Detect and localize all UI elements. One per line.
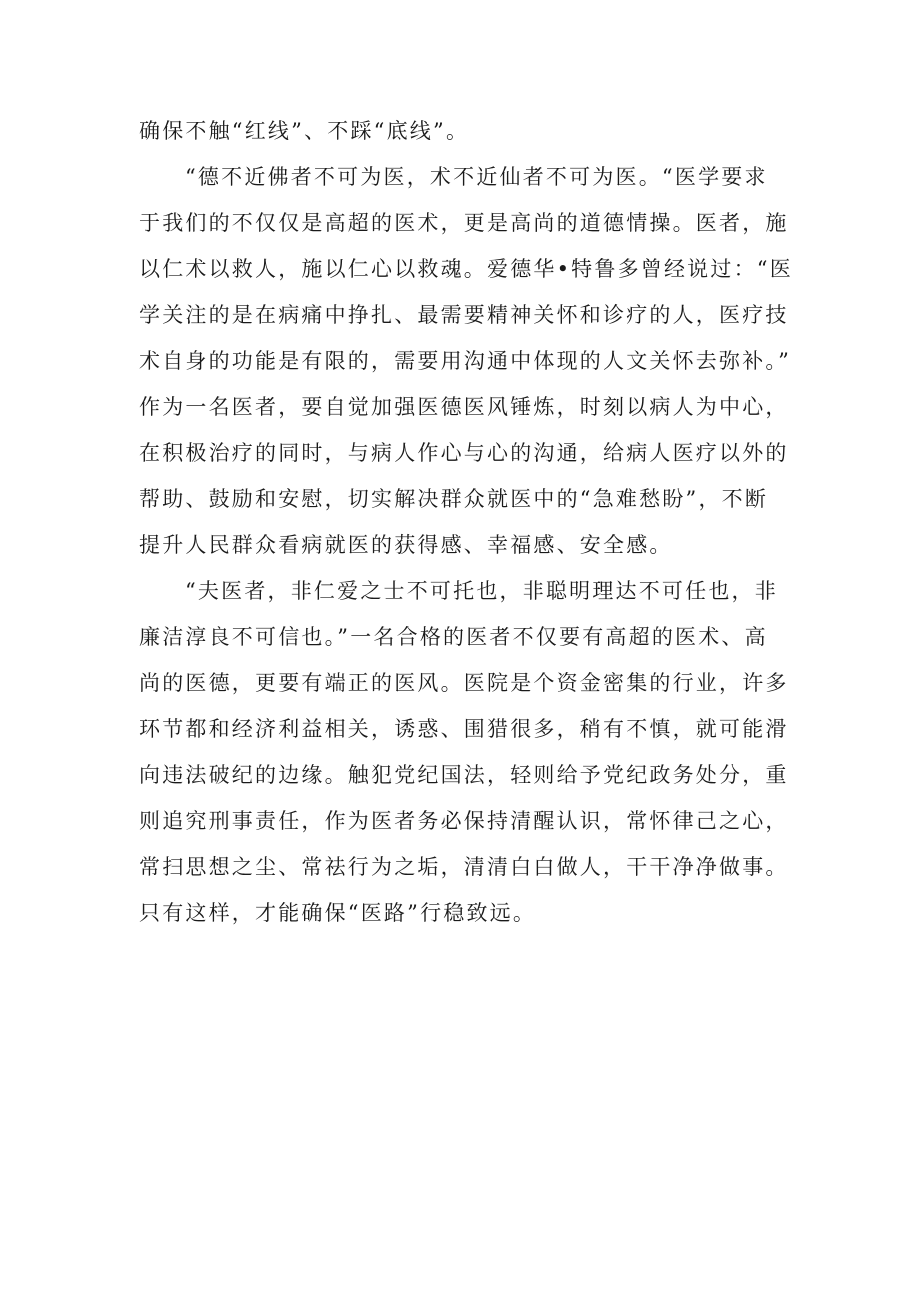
text-line: 只有这样，才能确保“医路”行稳致远。: [139, 901, 537, 925]
text-line: 帮助、鼓励和安慰，切实解决群众就医中的“急难愁盼”，不断: [139, 487, 769, 511]
text-line: 于我们的不仅仅是高超的医术，更是高尚的道德情操。医者，施: [139, 211, 789, 235]
text-line: 以仁术以救人，施以仁心以救魂。爱德华•特鲁多曾经说过：“医: [139, 257, 793, 281]
body-text: [139, 108, 799, 936]
text-line: 常扫思想之尘、常祛行为之垢，清清白白做人，干干净净做事。: [139, 855, 789, 879]
text-line: 术自身的功能是有限的，需要用沟通中体现的人文关怀去弥补。”: [139, 349, 792, 373]
text-line-paragraph-start: “德不近佛者不可为医，术不近仙者不可为医。“医学要求: [185, 165, 768, 189]
text-line: 提升人民群众看病就医的获得感、幸福感、安全感。: [139, 533, 673, 557]
text-line: 在积极治疗的同时，与病人作心与心的沟通，给病人医疗以外的: [139, 441, 789, 465]
text-line: 尚的医德，更要有端正的医风。医院是个资金密集的行业，许多: [139, 671, 789, 695]
text-line: 则追究刑事责任，作为医者务必保持清醒认识，常怀律己之心，: [139, 809, 789, 833]
text-line-paragraph-start: “夫医者，非仁爱之士不可托也，非聪明理达不可任也，非: [185, 579, 778, 603]
text-line: 确保不触“红线”、不踩“底线”。: [139, 119, 470, 143]
text-line: 作为一名医者，要自觉加强医德医风锤炼，时刻以病人为中心，: [139, 395, 789, 419]
text-line: 廉洁淳良不可信也。”一名合格的医者不仅要有高超的医术、高: [139, 625, 768, 649]
text-line: 环节都和经济利益相关，诱惑、围猎很多，稍有不慎，就可能滑: [139, 717, 789, 741]
text-line: 学关注的是在病痛中挣扎、最需要精神关怀和诊疗的人，医疗技: [139, 303, 789, 327]
text-line: 向违法破纪的边缘。触犯党纪国法，轻则给予党纪政务处分，重: [139, 763, 789, 787]
